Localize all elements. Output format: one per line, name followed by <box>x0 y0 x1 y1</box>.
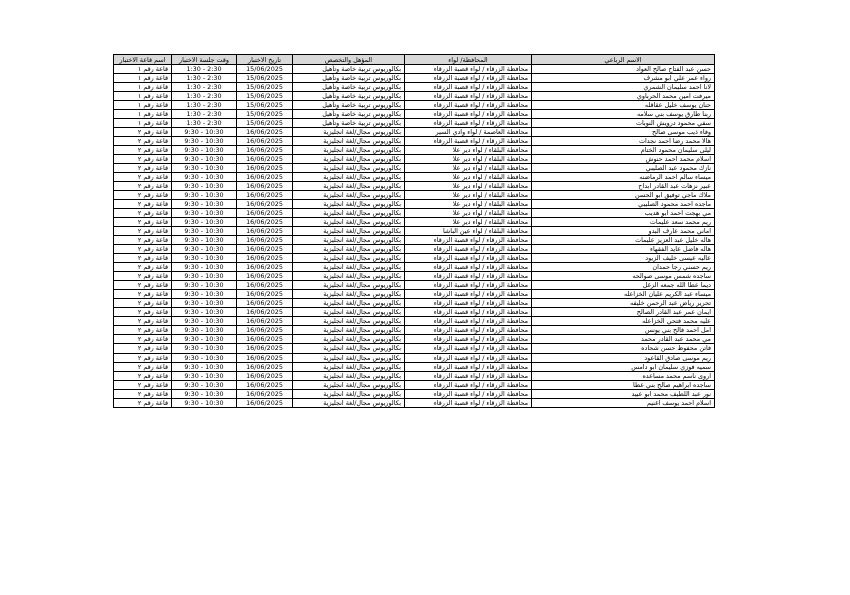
table-row <box>114 299 715 308</box>
cell-room: قاعة رقم ٢ <box>114 263 172 272</box>
table-row <box>114 173 715 182</box>
header-row <box>114 55 715 65</box>
cell-date: 16/06/2025 <box>237 227 293 236</box>
cell-date: 16/06/2025 <box>237 290 293 299</box>
cell-time: 1:30 - 2:30 <box>172 101 237 110</box>
cell-date: 16/06/2025 <box>237 146 293 155</box>
cell-room: قاعة رقم ١ <box>114 119 172 128</box>
cell-date: 16/06/2025 <box>237 263 293 272</box>
cell-room: قاعة رقم ٢ <box>114 137 172 146</box>
cell-governorate: محافظة الزرقاء / لواء قصبة الزرقاء <box>405 137 532 146</box>
cell-date: 15/06/2025 <box>237 65 293 74</box>
cell-governorate: محافظة الزرقاء / لواء قصبة الزرقاء <box>405 110 532 119</box>
cell-name: ميرفت امين محمد الحرباوي <box>532 92 715 101</box>
cell-room: قاعة رقم ٢ <box>114 299 172 308</box>
cell-date: 16/06/2025 <box>237 209 293 218</box>
cell-room: قاعة رقم ١ <box>114 110 172 119</box>
cell-date: 16/06/2025 <box>237 137 293 146</box>
cell-time: 9:30 - 10:30 <box>172 245 237 254</box>
table-row <box>114 101 715 110</box>
cell-room: قاعة رقم ٢ <box>114 236 172 245</box>
cell-date: 16/06/2025 <box>237 308 293 317</box>
cell-room: قاعة رقم ٢ <box>114 344 172 353</box>
cell-governorate: محافظة البلقاء / لواء دير علا <box>405 191 532 200</box>
cell-room: قاعة رقم ٢ <box>114 380 172 389</box>
cell-date: 16/06/2025 <box>237 299 293 308</box>
cell-name: هاله خليل عبد العزيز عليمات <box>532 236 715 245</box>
header-time: وقت جلسة الاختبار <box>172 55 237 65</box>
cell-qualification: بكالوريوس مجال/لغة انجليزية <box>293 137 405 146</box>
cell-name: حنان يوسف خليل عقاقله <box>532 101 715 110</box>
cell-name: ليلى سليمان محمود الختام <box>532 146 715 155</box>
table-row <box>114 92 715 101</box>
cell-qualification: بكالوريوس مجال/لغة انجليزية <box>293 173 405 182</box>
cell-date: 16/06/2025 <box>237 335 293 344</box>
table-row <box>114 164 715 173</box>
cell-name: ماجده احمد محمود الصليبي <box>532 200 715 209</box>
cell-date: 16/06/2025 <box>237 389 293 398</box>
cell-time: 9:30 - 10:30 <box>172 389 237 398</box>
cell-date: 16/06/2025 <box>237 191 293 200</box>
cell-time: 1:30 - 2:30 <box>172 74 237 83</box>
cell-name: هاله فاضل عايد الفقهاء <box>532 245 715 254</box>
cell-time: 9:30 - 10:30 <box>172 281 237 290</box>
cell-name: ريم موسى صادق القاعود <box>532 353 715 362</box>
cell-name: عبير نزهات عبد القادر ابداح <box>532 182 715 191</box>
cell-name: ساجده ابراهيم صالح بني عطا <box>532 380 715 389</box>
cell-name: رواء عمر علي ابو مشرف <box>532 74 715 83</box>
cell-qualification: بكالوريوس تربية خاصة وتأهيل <box>293 119 405 128</box>
cell-room: قاعة رقم ٢ <box>114 362 172 371</box>
cell-date: 16/06/2025 <box>237 182 293 191</box>
cell-date: 16/06/2025 <box>237 281 293 290</box>
table-row <box>114 380 715 389</box>
cell-room: قاعة رقم ٢ <box>114 209 172 218</box>
cell-qualification: بكالوريوس مجال/لغة انجليزية <box>293 317 405 326</box>
cell-name: ميساء سالم احمد الرماضنه <box>532 173 715 182</box>
cell-qualification: بكالوريوس مجال/لغة انجليزية <box>293 254 405 263</box>
cell-date: 16/06/2025 <box>237 236 293 245</box>
cell-qualification: بكالوريوس مجال/لغة انجليزية <box>293 272 405 281</box>
cell-room: قاعة رقم ١ <box>114 101 172 110</box>
cell-name: مي محمد عبد القادر محمد <box>532 335 715 344</box>
cell-time: 9:30 - 10:30 <box>172 173 237 182</box>
cell-room: قاعة رقم ٢ <box>114 245 172 254</box>
cell-governorate: محافظة البلقاء / لواء دير علا <box>405 146 532 155</box>
cell-time: 9:30 - 10:30 <box>172 380 237 389</box>
cell-name: ملاك ماجي توفيق ابو الحسن <box>532 191 715 200</box>
cell-name: حسن عبد الفتاح صالح العواد <box>532 65 715 74</box>
cell-room: قاعة رقم ٢ <box>114 182 172 191</box>
cell-date: 15/06/2025 <box>237 119 293 128</box>
cell-room: قاعة رقم ٢ <box>114 218 172 227</box>
cell-room: قاعة رقم ٢ <box>114 326 172 335</box>
cell-governorate: محافظة الزرقاء / لواء قصبة الزرقاء <box>405 119 532 128</box>
cell-time: 1:30 - 2:30 <box>172 65 237 74</box>
cell-qualification: بكالوريوس مجال/لغة انجليزية <box>293 227 405 236</box>
cell-governorate: محافظة الزرقاء / لواء قصبة الزرقاء <box>405 398 532 407</box>
cell-name: ساجده شمس موسى صوالحه <box>532 272 715 281</box>
cell-name: سفي محمود درويش النوبات <box>532 119 715 128</box>
cell-time: 9:30 - 10:30 <box>172 200 237 209</box>
cell-qualification: بكالوريوس مجال/لغة انجليزية <box>293 398 405 407</box>
cell-time: 9:30 - 10:30 <box>172 218 237 227</box>
cell-time: 9:30 - 10:30 <box>172 308 237 317</box>
cell-time: 1:30 - 2:30 <box>172 92 237 101</box>
table-row <box>114 290 715 299</box>
cell-qualification: بكالوريوس مجال/لغة انجليزية <box>293 371 405 380</box>
cell-governorate: محافظة الزرقاء / لواء قصبة الزرقاء <box>405 236 532 245</box>
cell-room: قاعة رقم ٢ <box>114 398 172 407</box>
cell-room: قاعة رقم ١ <box>114 83 172 92</box>
cell-qualification: بكالوريوس تربية خاصة وتأهيل <box>293 101 405 110</box>
table-row <box>114 137 715 146</box>
cell-name: تحرير رياض عبد الرحمن خليفه <box>532 299 715 308</box>
cell-qualification: بكالوريوس مجال/لغة انجليزية <box>293 182 405 191</box>
cell-qualification: بكالوريوس مجال/لغة انجليزية <box>293 389 405 398</box>
cell-name: اسلام احمد يوسف اغنيم <box>532 398 715 407</box>
cell-time: 9:30 - 10:30 <box>172 335 237 344</box>
table-row <box>114 281 715 290</box>
table-row <box>114 182 715 191</box>
cell-governorate: محافظة الزرقاء / لواء قصبة الزرقاء <box>405 380 532 389</box>
cell-time: 9:30 - 10:30 <box>172 398 237 407</box>
cell-time: 9:30 - 10:30 <box>172 155 237 164</box>
cell-governorate: محافظة الزرقاء / لواء قصبة الزرقاء <box>405 335 532 344</box>
cell-date: 16/06/2025 <box>237 353 293 362</box>
table-row <box>114 344 715 353</box>
table-row <box>114 146 715 155</box>
cell-room: قاعة رقم ٢ <box>114 317 172 326</box>
cell-time: 1:30 - 2:30 <box>172 119 237 128</box>
cell-time: 1:30 - 2:30 <box>172 83 237 92</box>
cell-time: 9:30 - 10:30 <box>172 353 237 362</box>
cell-governorate: محافظة الزرقاء / لواء قصبة الزرقاء <box>405 83 532 92</box>
cell-qualification: بكالوريوس مجال/لغة انجليزية <box>293 146 405 155</box>
cell-governorate: محافظة الزرقاء / لواء قصبة الزرقاء <box>405 371 532 380</box>
cell-governorate: محافظة الزرقاء / لواء قصبة الزرقاء <box>405 272 532 281</box>
table-row <box>114 362 715 371</box>
cell-room: قاعة رقم ٢ <box>114 335 172 344</box>
cell-governorate: محافظة البلقاء / لواء عين الباشا <box>405 227 532 236</box>
table-row <box>114 119 715 128</box>
cell-time: 9:30 - 10:30 <box>172 191 237 200</box>
header-name: الاسم الرباعي <box>532 55 715 65</box>
cell-date: 16/06/2025 <box>237 317 293 326</box>
cell-name: عاليه عيسى خليف الزيود <box>532 254 715 263</box>
table-row <box>114 191 715 200</box>
cell-date: 15/06/2025 <box>237 101 293 110</box>
cell-date: 16/06/2025 <box>237 326 293 335</box>
cell-room: قاعة رقم ٢ <box>114 389 172 398</box>
cell-governorate: محافظة البلقاء / لواء دير علا <box>405 182 532 191</box>
header-room: اسم قاعة الاختبار <box>114 55 172 65</box>
cell-governorate: محافظة الزرقاء / لواء قصبة الزرقاء <box>405 299 532 308</box>
cell-governorate: محافظة الزرقاء / لواء قصبة الزرقاء <box>405 290 532 299</box>
cell-qualification: بكالوريوس مجال/لغة انجليزية <box>293 245 405 254</box>
cell-time: 1:30 - 2:30 <box>172 110 237 119</box>
cell-governorate: محافظة البلقاء / لواء دير علا <box>405 200 532 209</box>
cell-room: قاعة رقم ٢ <box>114 155 172 164</box>
cell-room: قاعة رقم ٢ <box>114 281 172 290</box>
cell-date: 16/06/2025 <box>237 272 293 281</box>
table-row <box>114 74 715 83</box>
cell-governorate: محافظة الزرقاء / لواء قصبة الزرقاء <box>405 308 532 317</box>
cell-governorate: محافظة الزرقاء / لواء قصبة الزرقاء <box>405 281 532 290</box>
cell-qualification: بكالوريوس مجال/لغة انجليزية <box>293 308 405 317</box>
cell-name: سميه فوزي سليمان ابو دامس <box>532 362 715 371</box>
header-qualification: المؤهل والتخصص <box>293 55 405 65</box>
cell-governorate: محافظة البلقاء / لواء دير علا <box>405 164 532 173</box>
cell-qualification: بكالوريوس تربية خاصة وتأهيل <box>293 92 405 101</box>
cell-governorate: محافظة الزرقاء / لواء قصبة الزرقاء <box>405 389 532 398</box>
cell-room: قاعة رقم ٢ <box>114 128 172 137</box>
cell-qualification: بكالوريوس مجال/لغة انجليزية <box>293 155 405 164</box>
table-row <box>114 272 715 281</box>
cell-date: 15/06/2025 <box>237 92 293 101</box>
cell-date: 15/06/2025 <box>237 110 293 119</box>
cell-governorate: محافظة الزرقاء / لواء قصبة الزرقاء <box>405 92 532 101</box>
cell-qualification: بكالوريوس مجال/لغة انجليزية <box>293 128 405 137</box>
table-row <box>114 317 715 326</box>
exam-schedule-sheet <box>113 54 714 408</box>
cell-room: قاعة رقم ٢ <box>114 272 172 281</box>
cell-time: 9:30 - 10:30 <box>172 326 237 335</box>
table-row <box>114 389 715 398</box>
cell-name: امل احمد فالح بني يونس <box>532 326 715 335</box>
cell-qualification: بكالوريوس مجال/لغة انجليزية <box>293 200 405 209</box>
cell-room: قاعة رقم ١ <box>114 65 172 74</box>
cell-qualification: بكالوريوس مجال/لغة انجليزية <box>293 380 405 389</box>
cell-qualification: بكالوريوس مجال/لغة انجليزية <box>293 218 405 227</box>
cell-name: وفاء ذيب موسى صالح <box>532 128 715 137</box>
table-row <box>114 236 715 245</box>
cell-name: ريم محمد سعد عليمات <box>532 218 715 227</box>
cell-name: نور عبد اللطيف محمد ابو عبيد <box>532 389 715 398</box>
cell-governorate: محافظة الزرقاء / لواء قصبة الزرقاء <box>405 344 532 353</box>
cell-name: فاتن محفوظ حسن شحاده <box>532 344 715 353</box>
cell-date: 16/06/2025 <box>237 218 293 227</box>
cell-name: ربنا طارق يوسف بني سلامه <box>532 110 715 119</box>
cell-date: 16/06/2025 <box>237 362 293 371</box>
cell-room: قاعة رقم ٢ <box>114 227 172 236</box>
cell-time: 9:30 - 10:30 <box>172 128 237 137</box>
cell-date: 16/06/2025 <box>237 398 293 407</box>
table-row <box>114 155 715 164</box>
cell-time: 9:30 - 10:30 <box>172 182 237 191</box>
table-row <box>114 371 715 380</box>
cell-time: 9:30 - 10:30 <box>172 317 237 326</box>
cell-time: 9:30 - 10:30 <box>172 164 237 173</box>
cell-time: 9:30 - 10:30 <box>172 137 237 146</box>
cell-name: ريم حسني رجا حمدان <box>532 263 715 272</box>
cell-room: قاعة رقم ٢ <box>114 191 172 200</box>
cell-governorate: محافظة الزرقاء / لواء قصبة الزرقاء <box>405 245 532 254</box>
cell-governorate: محافظة البلقاء / لواء دير علا <box>405 218 532 227</box>
cell-date: 16/06/2025 <box>237 155 293 164</box>
cell-date: 16/06/2025 <box>237 245 293 254</box>
cell-room: قاعة رقم ٢ <box>114 290 172 299</box>
cell-room: قاعة رقم ٢ <box>114 173 172 182</box>
cell-name: عليه محمد فتحي الخزاعله <box>532 317 715 326</box>
cell-name: ايمان عمر عبد القادر الصالح <box>532 308 715 317</box>
cell-name: مي بهجت احمد ابو هديب <box>532 209 715 218</box>
table-row <box>114 326 715 335</box>
cell-date: 16/06/2025 <box>237 380 293 389</box>
cell-qualification: بكالوريوس مجال/لغة انجليزية <box>293 263 405 272</box>
cell-governorate: محافظة البلقاء / لواء دير علا <box>405 173 532 182</box>
header-date: تاريخ الاختبار <box>237 55 293 65</box>
cell-qualification: بكالوريوس مجال/لغة انجليزية <box>293 236 405 245</box>
cell-room: قاعة رقم ١ <box>114 92 172 101</box>
cell-date: 16/06/2025 <box>237 128 293 137</box>
cell-name: هالا محمد رضا احمد نجدات <box>532 137 715 146</box>
table-row <box>114 227 715 236</box>
cell-qualification: بكالوريوس مجال/لغة انجليزية <box>293 353 405 362</box>
cell-time: 9:30 - 10:30 <box>172 236 237 245</box>
cell-qualification: بكالوريوس مجال/لغة انجليزية <box>293 326 405 335</box>
cell-room: قاعة رقم ٢ <box>114 200 172 209</box>
table-row <box>114 83 715 92</box>
exam-schedule-table <box>113 54 715 408</box>
table-row <box>114 308 715 317</box>
cell-governorate: محافظة الزرقاء / لواء قصبة الزرقاء <box>405 263 532 272</box>
cell-name: نازك محمود عبد الصليبي <box>532 164 715 173</box>
cell-time: 9:30 - 10:30 <box>172 362 237 371</box>
cell-name: ديما عطا الله جمعه الزغل <box>532 281 715 290</box>
cell-qualification: بكالوريوس مجال/لغة انجليزية <box>293 281 405 290</box>
table-row <box>114 65 715 74</box>
cell-room: قاعة رقم ١ <box>114 74 172 83</box>
cell-qualification: بكالوريوس مجال/لغة انجليزية <box>293 191 405 200</box>
cell-qualification: بكالوريوس مجال/لغة انجليزية <box>293 299 405 308</box>
table-row <box>114 263 715 272</box>
cell-date: 15/06/2025 <box>237 74 293 83</box>
cell-governorate: محافظة الزرقاء / لواء قصبة الزرقاء <box>405 326 532 335</box>
cell-room: قاعة رقم ٢ <box>114 308 172 317</box>
table-row <box>114 245 715 254</box>
table-row <box>114 254 715 263</box>
cell-time: 9:30 - 10:30 <box>172 290 237 299</box>
cell-governorate: محافظة البلقاء / لواء دير علا <box>405 155 532 164</box>
cell-date: 16/06/2025 <box>237 254 293 263</box>
cell-room: قاعة رقم ٢ <box>114 353 172 362</box>
cell-governorate: محافظة الزرقاء / لواء قصبة الزرقاء <box>405 65 532 74</box>
cell-date: 16/06/2025 <box>237 164 293 173</box>
cell-governorate: محافظة الزرقاء / لواء قصبة الزرقاء <box>405 101 532 110</box>
cell-time: 9:30 - 10:30 <box>172 254 237 263</box>
cell-qualification: بكالوريوس مجال/لغة انجليزية <box>293 362 405 371</box>
cell-time: 9:30 - 10:30 <box>172 344 237 353</box>
cell-time: 9:30 - 10:30 <box>172 227 237 236</box>
table-row <box>114 218 715 227</box>
cell-governorate: محافظة الزرقاء / لواء قصبة الزرقاء <box>405 353 532 362</box>
cell-governorate: محافظة العاصمة / لواء وادي السير <box>405 128 532 137</box>
cell-governorate: محافظة الزرقاء / لواء قصبة الزرقاء <box>405 254 532 263</box>
cell-qualification: بكالوريوس مجال/لغة انجليزية <box>293 209 405 218</box>
cell-qualification: بكالوريوس تربية خاصة وتأهيل <box>293 110 405 119</box>
cell-qualification: بكالوريوس تربية خاصة وتأهيل <box>293 83 405 92</box>
cell-name: لانا احمد سليمان الشمري <box>532 83 715 92</box>
table-row <box>114 200 715 209</box>
cell-governorate: محافظة الزرقاء / لواء قصبة الزرقاء <box>405 362 532 371</box>
cell-date: 16/06/2025 <box>237 200 293 209</box>
table-row <box>114 128 715 137</box>
table-row <box>114 353 715 362</box>
cell-qualification: بكالوريوس مجال/لغة انجليزية <box>293 164 405 173</box>
cell-time: 9:30 - 10:30 <box>172 263 237 272</box>
cell-time: 9:30 - 10:30 <box>172 371 237 380</box>
cell-date: 15/06/2025 <box>237 83 293 92</box>
cell-governorate: محافظة الزرقاء / لواء قصبة الزرقاء <box>405 317 532 326</box>
cell-time: 9:30 - 10:30 <box>172 272 237 281</box>
cell-qualification: بكالوريوس مجال/لغة انجليزية <box>293 290 405 299</box>
table-row <box>114 398 715 407</box>
cell-room: قاعة رقم ٢ <box>114 371 172 380</box>
cell-qualification: بكالوريوس تربية خاصة وتأهيل <box>293 74 405 83</box>
cell-room: قاعة رقم ٢ <box>114 254 172 263</box>
cell-name: اسلام محمد احمد حنوش <box>532 155 715 164</box>
table-row <box>114 209 715 218</box>
cell-qualification: بكالوريوس مجال/لغة انجليزية <box>293 335 405 344</box>
table-row <box>114 335 715 344</box>
cell-time: 9:30 - 10:30 <box>172 209 237 218</box>
cell-name: اروى ناسم محمد مساعده <box>532 371 715 380</box>
cell-governorate: محافظة البلقاء / لواء دير علا <box>405 209 532 218</box>
cell-time: 9:30 - 10:30 <box>172 299 237 308</box>
header-governorate: المحافظة/ لواء <box>405 55 532 65</box>
cell-name: اماني محمد عارف البدو <box>532 227 715 236</box>
cell-room: قاعة رقم ٢ <box>114 146 172 155</box>
cell-room: قاعة رقم ٢ <box>114 164 172 173</box>
cell-name: ميساء عبد الكريم عليان الخزاعله <box>532 290 715 299</box>
cell-qualification: بكالوريوس تربية خاصة وتأهيل <box>293 65 405 74</box>
cell-governorate: محافظة الزرقاء / لواء قصبة الزرقاء <box>405 74 532 83</box>
cell-date: 16/06/2025 <box>237 344 293 353</box>
cell-date: 16/06/2025 <box>237 371 293 380</box>
cell-date: 16/06/2025 <box>237 173 293 182</box>
cell-qualification: بكالوريوس مجال/لغة انجليزية <box>293 344 405 353</box>
cell-time: 9:30 - 10:30 <box>172 146 237 155</box>
table-row <box>114 110 715 119</box>
